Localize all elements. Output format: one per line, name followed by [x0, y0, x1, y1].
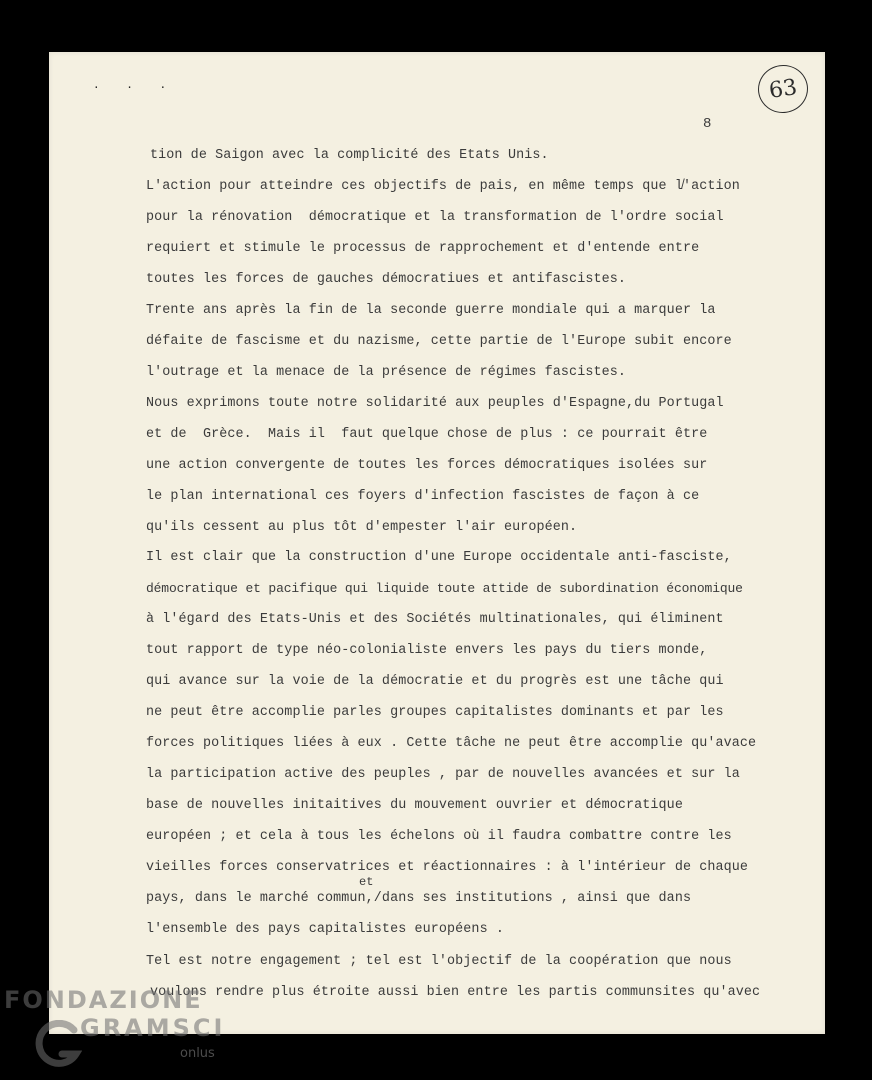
text-line: l'ensemble des pays capitalistes européens .: [146, 922, 504, 937]
text-line: toutes les forces de gauches démocratiues et antifascistes.: [146, 272, 627, 287]
text-line: Il est clair que la construction d'une Europe occidentale anti-fasciste,: [146, 550, 732, 565]
text-line: base de nouvelles initaitives du mouvement ouvrier et démocratique: [146, 798, 683, 813]
text-line: forces politiques liées à eux . Cette tâche ne peut être accomplie qu'avace: [146, 736, 757, 751]
text-line: européen ; et cela à tous les échelons où il faudra combattre contre les: [146, 829, 732, 844]
text-line: et de Grèce. Mais il faut quelque chose de plus : ce pourrait être: [146, 427, 708, 442]
body-text: [49, 52, 825, 1034]
text-line: Tel est notre engagement ; tel est l'objectif de la coopération que nous: [146, 954, 732, 969]
text-line: la participation active des peuples , par de nouvelles avancées et sur la: [146, 767, 740, 782]
text-line: L'action pour atteindre ces objectifs de pais, en même temps que l̸'action: [146, 179, 740, 194]
text-line: tion de Saigon avec la complicité des Etats Unis.: [150, 148, 549, 163]
handwritten-insertion: et: [359, 875, 374, 889]
text-line: voulons rendre plus étroite aussi bien entre les partis communsites qu'avec: [150, 985, 761, 1000]
text-line: ne peut être accomplie parles groupes capitalistes dominants et par les: [146, 705, 724, 720]
text-line: qui avance sur la voie de la démocratie et du progrès est une tâche qui: [146, 674, 724, 689]
top-marks: . . .: [93, 78, 177, 91]
stamp-number: 63: [767, 74, 799, 104]
gramsci-logo-icon: [34, 1020, 82, 1070]
text-line: l'outrage et la menace de la présence de régimes fascistes.: [146, 365, 627, 380]
text-line: tout rapport de type néo-colonialiste envers les pays du tiers monde,: [146, 643, 708, 658]
text-line: Trente ans après la fin de la seconde guerre mondiale qui a marquer la: [146, 303, 716, 318]
document-page: [49, 52, 825, 1034]
text-line: pays, dans le marché commun,/dans ses institutions , ainsi que dans: [146, 891, 692, 906]
watermark-line3: onlus: [180, 1046, 215, 1061]
watermark-line2: GRAMSCI: [80, 1014, 226, 1042]
text-line: qu'ils cessent au plus tôt d'empester l'air européen.: [146, 520, 578, 535]
fondazione-gramsci-watermark: [4, 986, 226, 1078]
text-line: pour la rénovation démocratique et la transformation de l'ordre social: [146, 210, 724, 225]
text-line: le plan international ces foyers d'infection fascistes de façon à ce: [146, 489, 700, 504]
text-line: démocratique et pacifique qui liquide toute attide de subordination économique: [146, 581, 743, 596]
text-line: à l'égard des Etats-Unis et des Sociétés multinationales, qui éliminent: [146, 612, 724, 627]
page-number: 8: [703, 116, 712, 132]
text-line: Nous exprimons toute notre solidarité aux peuples d'Espagne,du Portugal: [146, 396, 724, 411]
text-line: vieilles forces conservatrices et réactionnaires : à l'intérieur de chaque: [146, 860, 749, 875]
text-line: une action convergente de toutes les forces démocratiques isolées sur: [146, 458, 708, 473]
text-line: défaite de fascisme et du nazisme, cette partie de l'Europe subit encore: [146, 334, 732, 349]
watermark-line1: FONDAZIONE: [4, 986, 203, 1014]
text-line: requiert et stimule le processus de rapprochement et d'entende entre: [146, 241, 700, 256]
